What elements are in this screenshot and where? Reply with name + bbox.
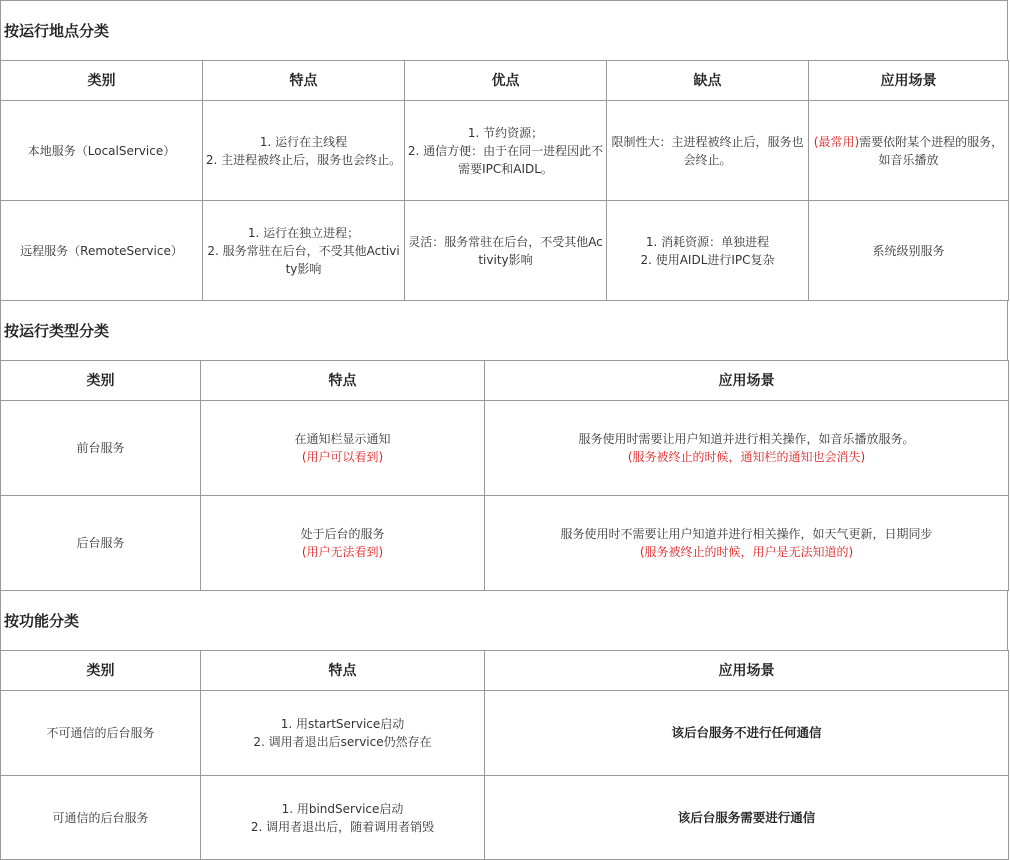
- header-usage: 应用场景: [485, 651, 1009, 691]
- cell-features: [201, 776, 485, 860]
- cell-usage: [809, 101, 1009, 201]
- cell-category: 远程服务（RemoteService）: [1, 201, 203, 301]
- section-title-text: 按功能分类: [4, 612, 80, 630]
- cell-features: [203, 201, 405, 301]
- table-row: [1, 691, 1009, 776]
- cell-features: [201, 496, 485, 591]
- usage-highlight: (最常用): [813, 134, 860, 149]
- table-header-row: [1, 651, 1009, 691]
- section-title-location: [0, 0, 1008, 61]
- pros-line: 1. 节约资源；: [467, 125, 544, 140]
- feature-line: 1. 用startService启动: [280, 717, 405, 731]
- cons-line: 2. 使用AIDL进行IPC复杂: [640, 252, 775, 267]
- table-by-location: [0, 60, 1009, 301]
- cell-usage: [485, 401, 1009, 496]
- usage-text: 需要依附某个进程的服务，如音乐播放: [859, 134, 1004, 167]
- cell-usage: 该后台服务需要进行通信: [485, 776, 1009, 860]
- usage-note: (服务被终止的时候，通知栏的通知也会消失): [627, 450, 866, 464]
- table-header-row: [1, 61, 1009, 101]
- cell-category: 前台服务: [1, 401, 201, 496]
- header-features: 特点: [201, 651, 485, 691]
- header-cons: 缺点: [607, 61, 809, 101]
- cell-features: [201, 401, 485, 496]
- cons-line: 1. 消耗资源：单独进程: [645, 234, 770, 249]
- table-row: [1, 776, 1009, 860]
- section-title-text: 按运行类型分类: [4, 322, 110, 340]
- feature-line: 2. 调用者退出后service仍然存在: [253, 735, 432, 749]
- usage-line: 服务使用时需要让用户知道并进行相关操作，如音乐播放服务。: [578, 432, 915, 446]
- feature-line: 在通知栏显示通知: [294, 432, 391, 446]
- header-pros: 优点: [405, 61, 607, 101]
- cell-usage: [485, 496, 1009, 591]
- feature-line: 2. 主进程被终止后，服务也会终止。: [205, 152, 402, 167]
- pros-line: 2. 通信方便：由于在同一进程因此不需要IPC和AIDL。: [407, 143, 604, 176]
- feature-line: 1. 用bindService启动: [281, 801, 404, 816]
- cell-category: 不可通信的后台服务: [1, 691, 201, 776]
- header-usage: 应用场景: [485, 361, 1009, 401]
- cell-pros: 灵活：服务常驻在后台，不受其他Activity影响: [405, 201, 607, 301]
- header-category: 类别: [1, 361, 201, 401]
- feature-line: 2. 服务常驻在后台，不受其他Activity影响: [207, 243, 400, 276]
- header-features: 特点: [203, 61, 405, 101]
- cell-usage: 系统级别服务: [809, 201, 1009, 301]
- cell-category: 本地服务（LocalService）: [1, 101, 203, 201]
- header-category: 类别: [1, 61, 203, 101]
- feature-note: (用户无法看到): [301, 545, 384, 559]
- table-by-type: [0, 360, 1009, 591]
- section-title-type: [0, 300, 1008, 361]
- feature-line: 1. 运行在独立进程；: [247, 225, 360, 240]
- table-row: [1, 401, 1009, 496]
- cell-usage: 该后台服务不进行任何通信: [485, 691, 1009, 776]
- feature-line: 2. 调用者退出后，随着调用者销毁: [250, 819, 435, 834]
- table-header-row: [1, 361, 1009, 401]
- table-row: [1, 201, 1009, 301]
- feature-line: 处于后台的服务: [300, 527, 385, 541]
- header-category: 类别: [1, 651, 201, 691]
- cell-cons: [607, 201, 809, 301]
- cell-features: [201, 691, 485, 776]
- table-by-function: [0, 650, 1009, 860]
- section-title-function: [0, 590, 1008, 651]
- header-features: 特点: [201, 361, 485, 401]
- cell-features: [203, 101, 405, 201]
- table-row: [1, 101, 1009, 201]
- header-usage: 应用场景: [809, 61, 1009, 101]
- cell-category: 后台服务: [1, 496, 201, 591]
- cell-pros: [405, 101, 607, 201]
- feature-note: (用户可以看到): [301, 450, 384, 464]
- table-row: [1, 496, 1009, 591]
- cell-cons: 限制性大：主进程被终止后，服务也会终止。: [607, 101, 809, 201]
- feature-line: 1. 运行在主线程: [259, 134, 348, 149]
- cell-category: 可通信的后台服务: [1, 776, 201, 860]
- usage-note: (服务被终止的时候，用户是无法知道的): [639, 545, 854, 559]
- section-title-text: 按运行地点分类: [4, 22, 110, 40]
- usage-line: 服务使用时不需要让用户知道并进行相关操作，如天气更新，日期同步: [560, 527, 933, 541]
